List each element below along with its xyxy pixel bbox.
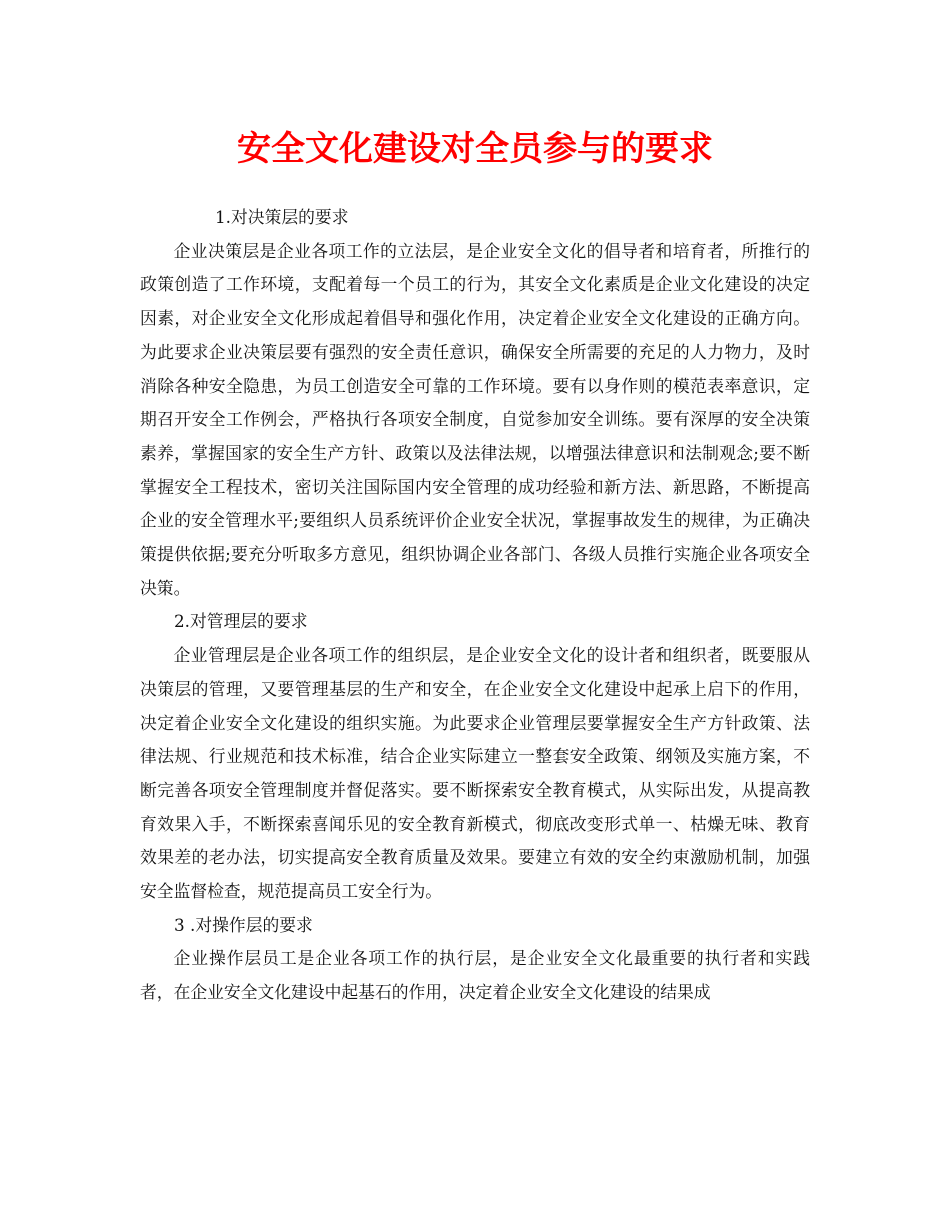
section-paragraph-decision-layer: 企业决策层是企业各项工作的立法层，是企业安全文化的倡导者和培育者，所推行的政策创造了工作环境，支配着每一个员工的行为，其安全文化素质是企业文化建设的决定因素，对企业安全文化形成起着倡导和强化作用，决定着企业安全文化建设的正确方向。为此要求企业决策层要有强烈的安全责任意识，确保安全所需要的充足的人力物力，及时消除各种安全隐患，为员工创造安全可靠的工作环境。要有以身作则的模范表率意识，定期召开安全工作例会，严格执行各项安全制度，自觉参加安全训练。要有深厚的安全决策素养，掌握国家的安全生产方针、政策以及法律法规，以增强法律意识和法制观念;要不断掌握安全工程技术，密切关注国际国内安全管理的成功经验和新方法、新思路，不断提高企业的安全管理水平;要组织人员系统评价企业安全状况，掌握事故发生的规律，为正确决策提供依据;要充分听取多方意见，组织协调企业各部门、各级人员推行实施企业各项安全决策。 (140, 240, 810, 598)
section-paragraph-operation-layer: 企业操作层员工是企业各项工作的执行层，是企业安全文化最重要的执行者和实践者，在企业安全文化建设中起基石的作用，决定着企业安全文化建设的结果成 (140, 948, 810, 1003)
section-heading-operation-layer: 3 .对操作层的要求 (174, 914, 313, 935)
section-heading-decision-layer: 1.对决策层的要求 (215, 207, 349, 227)
section-heading-management-layer: 2.对管理层的要求 (174, 611, 308, 632)
document-title: 安全文化建设对全员参与的要求 (237, 129, 713, 169)
section-paragraph-management-layer: 企业管理层是企业各项工作的组织层，是企业安全文化的设计者和组织者，既要服从决策层的管理，又要管理基层的生产和安全，在企业安全文化建设中起承上启下的作用，决定着企业安全文化建设的组织实施。为此要求企业管理层要掌握安全生产方针政策、法律法规、行业规范和技术标准，结合企业实际建立一整套安全政策、纲领及实施方案，不断完善各项安全管理制度并督促落实。要不断探索安全教育模式，从实际出发，从提高教育效果入手，不断探索喜闻乐见的安全教育新模式，彻底改变形式单一、枯燥无味、教育效果差的老办法，切实提高安全教育质量及效果。要建立有效的安全约束激励机制，加强安全监督检查，规范提高员工安全行为。 (140, 645, 810, 902)
document-body (140, 201, 810, 1010)
